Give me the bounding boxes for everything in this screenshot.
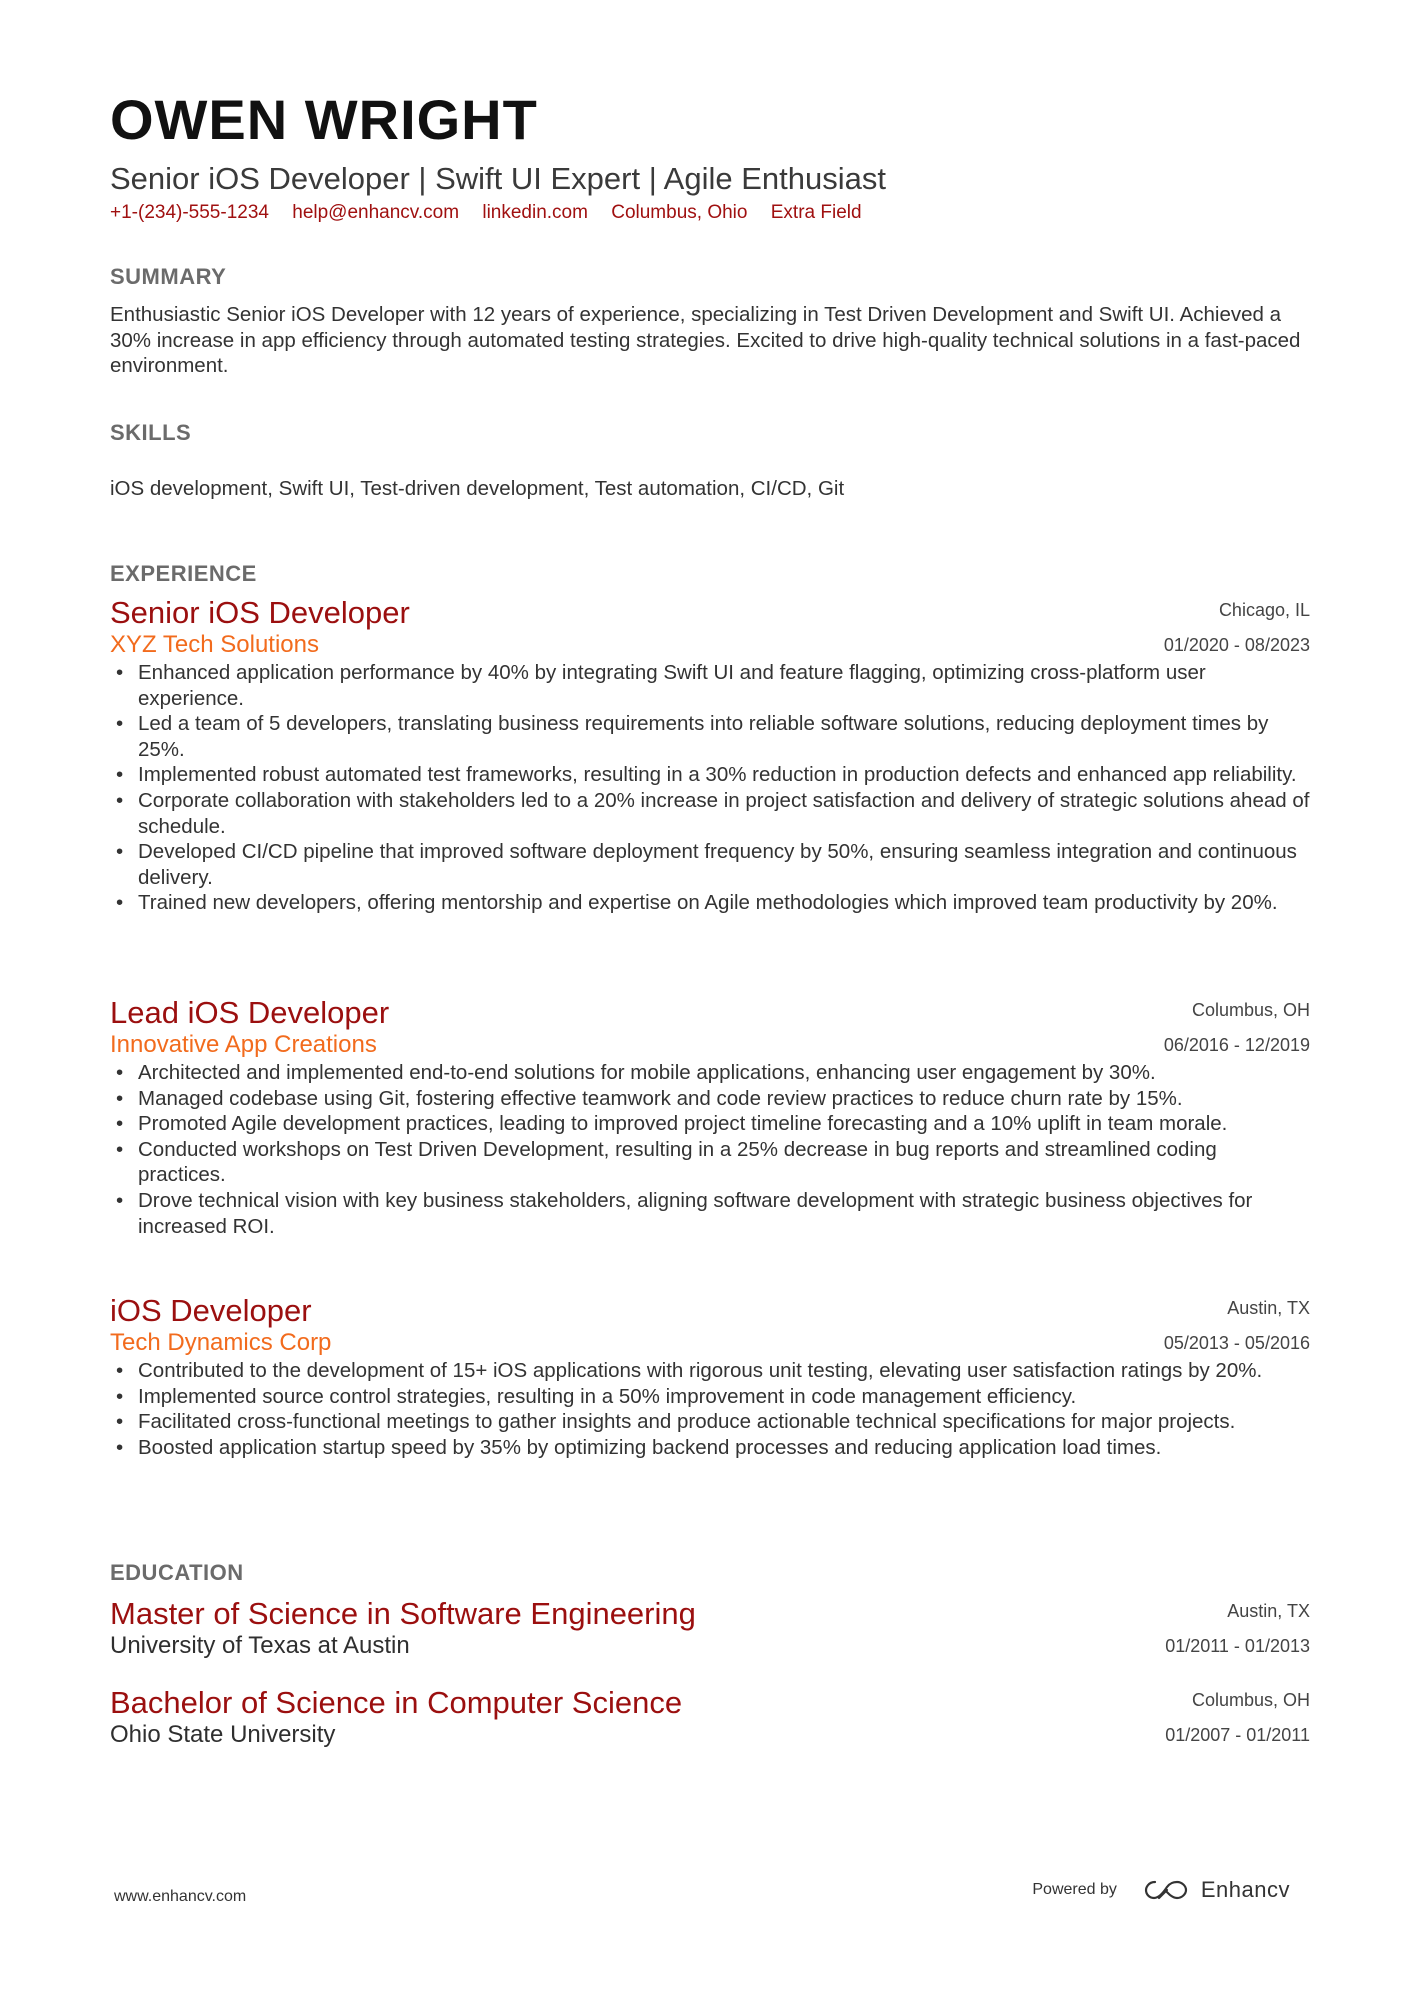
education-dates: 01/2011 - 01/2013	[1165, 1636, 1310, 1656]
job-bullets	[110, 1358, 1310, 1460]
enhancv-logo-icon	[1143, 1878, 1189, 1902]
job-title: Lead iOS Developer	[110, 995, 390, 1030]
education-location: Columbus, OH	[1191, 1690, 1310, 1710]
experience-heading: EXPERIENCE	[110, 561, 257, 586]
school-name: Ohio State University	[110, 1721, 336, 1748]
job-dates: 01/2020 - 08/2023	[1163, 635, 1310, 655]
contact-email[interactable]: help@enhancv.com	[292, 202, 460, 223]
job-location: Austin, TX	[1227, 1298, 1310, 1318]
summary-heading: SUMMARY	[110, 264, 227, 289]
job-dates: 06/2016 - 12/2019	[1163, 1035, 1310, 1055]
footer-website-link[interactable]: www.enhancv.com	[114, 1888, 247, 1905]
job-bullets	[110, 660, 1310, 916]
candidate-headline: Senior iOS Developer | Swift UI Expert | Agile Enthusiast	[110, 161, 886, 196]
job-location: Columbus, OH	[1191, 1000, 1310, 1020]
experience-entry	[110, 1294, 1310, 1460]
summary-text: Enthusiastic Senior iOS Developer with 12 years of experience, specializing in Test Driven Development and Swift UI. Achieved a 30% increase in app efficiency through automated testing strategies. Excited to drive high-quality technical solutions in a fast-paced environment.	[110, 303, 1301, 377]
contact-linkedin[interactable]: linkedin.com	[482, 202, 588, 223]
list-item: • Implemented source control strategies, resulting in a 50% improvement in code management efficiency.	[110, 1384, 1310, 1410]
education-location: Austin, TX	[1227, 1601, 1310, 1621]
candidate-name: OWEN WRIGHT	[110, 88, 538, 151]
job-dates: 05/2013 - 05/2016	[1163, 1333, 1310, 1353]
enhancv-brand-name: Enhancv	[1200, 1877, 1290, 1902]
list-item: • Conducted workshops on Test Driven Development, resulting in a 25% decrease in bug reports and streamlined coding practices.	[110, 1137, 1310, 1188]
school-name: University of Texas at Austin	[110, 1632, 410, 1659]
footer-branding	[1032, 1877, 1290, 1903]
skills-heading: SKILLS	[110, 420, 192, 445]
powered-by-label: Powered by	[1032, 1881, 1117, 1898]
job-bullets	[110, 1060, 1310, 1239]
degree-title: Bachelor of Science in Computer Science	[110, 1685, 683, 1720]
list-item: • Managed codebase using Git, fostering effective teamwork and code review practices to reduce churn rate by 15%.	[110, 1086, 1310, 1112]
company-name: Innovative App Creations	[110, 1031, 377, 1058]
company-name: Tech Dynamics Corp	[110, 1329, 332, 1356]
list-item: • Enhanced application performance by 40% by integrating Swift UI and feature flagging, optimizing cross-platform user experience.	[110, 660, 1310, 711]
education-dates: 01/2007 - 01/2011	[1165, 1725, 1310, 1745]
list-item: • Promoted Agile development practices, leading to improved project timeline forecasting and a 10% uplift in team morale.	[110, 1111, 1310, 1137]
education-entry	[110, 1686, 1310, 1750]
skills-text: iOS development, Swift UI, Test-driven development, Test automation, CI/CD, Git	[110, 477, 845, 500]
list-item: • Implemented robust automated test frameworks, resulting in a 30% reduction in production defects and enhanced app reliability.	[110, 762, 1310, 788]
degree-title: Master of Science in Software Engineering	[110, 1596, 696, 1631]
list-item: • Led a team of 5 developers, translating business requirements into reliable software solutions, reducing deployment times by 25%.	[110, 711, 1310, 762]
list-item: • Corporate collaboration with stakeholders led to a 20% increase in project satisfaction and delivery of strategic solutions ahead of schedule.	[110, 788, 1310, 839]
job-title: Senior iOS Developer	[110, 595, 410, 630]
list-item: • Developed CI/CD pipeline that improved software deployment frequency by 50%, ensuring seamless integration and continuous delivery.	[110, 839, 1310, 890]
experience-entry	[110, 596, 1310, 916]
list-item: • Trained new developers, offering mentorship and expertise on Agile methodologies which improved team productivity by 20%.	[110, 890, 1310, 916]
list-item: • Contributed to the development of 15+ iOS applications with rigorous unit testing, elevating user satisfaction ratings by 20%.	[110, 1358, 1310, 1384]
list-item: • Architected and implemented end-to-end solutions for mobile applications, enhancing user engagement by 30%.	[110, 1060, 1310, 1086]
contact-location: Columbus, Ohio	[611, 202, 748, 223]
contact-line	[110, 202, 880, 225]
job-location: Chicago, IL	[1218, 600, 1310, 620]
education-heading: EDUCATION	[110, 1560, 244, 1585]
contact-phone[interactable]: +1-(234)-555-1234	[110, 202, 269, 223]
list-item: • Facilitated cross-functional meetings to gather insights and produce actionable technical specifications for major projects.	[110, 1409, 1310, 1435]
job-title: iOS Developer	[110, 1293, 312, 1328]
company-name: XYZ Tech Solutions	[110, 631, 320, 658]
education-entry	[110, 1597, 1310, 1661]
contact-extra-field: Extra Field	[770, 202, 862, 223]
list-item: • Drove technical vision with key business stakeholders, aligning software development with strategic business objectives for increased ROI.	[110, 1188, 1310, 1239]
list-item: • Boosted application startup speed by 35% by optimizing backend processes and reducing application load times.	[110, 1435, 1310, 1461]
experience-entry	[110, 996, 1310, 1239]
